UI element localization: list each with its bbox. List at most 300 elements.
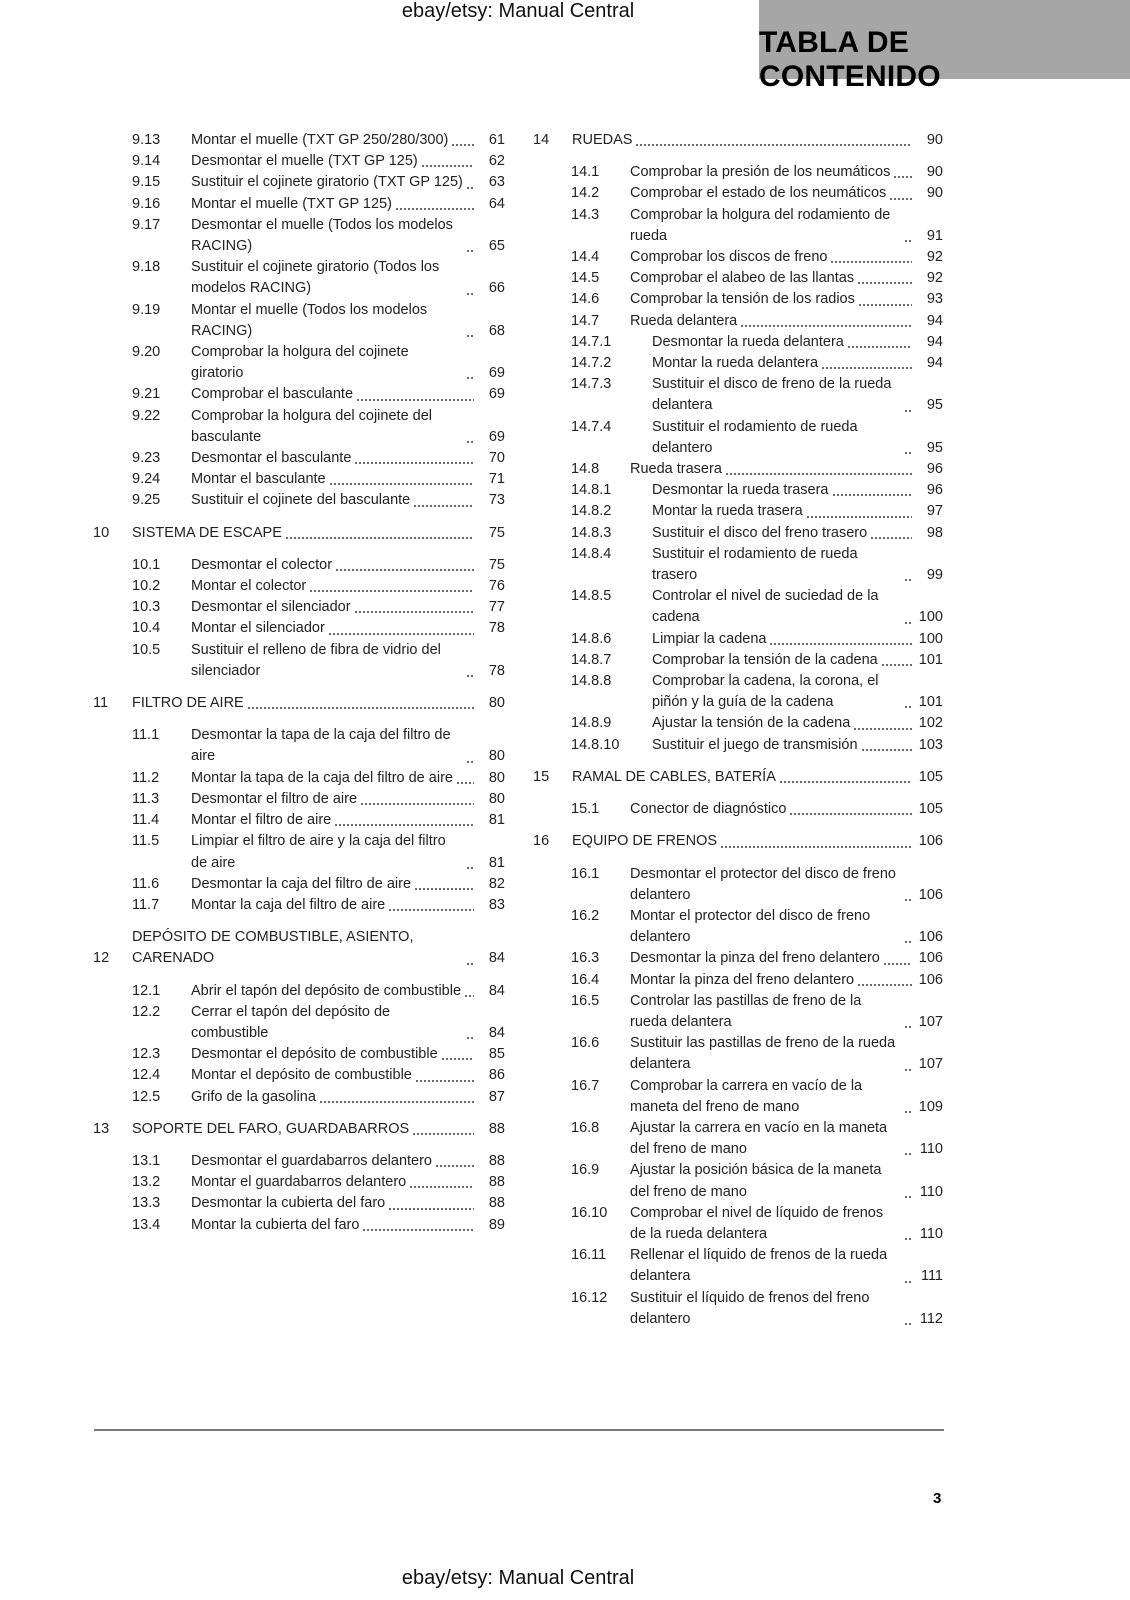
toc-entry-number: 16.11 [571, 1247, 607, 1264]
dot-leader [904, 240, 912, 242]
toc-right-column [533, 130, 943, 1330]
toc-entry-title: Desmontar el colector [191, 556, 333, 573]
dot-leader [904, 1281, 912, 1283]
toc-section-entry[interactable] [533, 991, 943, 1033]
toc-section-entry[interactable] [533, 289, 943, 310]
toc-section-entry[interactable] [93, 448, 505, 469]
toc-entry-page: 88 [488, 1152, 505, 1169]
toc-section-entry[interactable] [93, 895, 505, 916]
toc-section-entry[interactable] [93, 555, 505, 576]
dot-leader [904, 579, 912, 581]
toc-entry-page: 65 [488, 238, 505, 255]
toc-entry-number: 12.1 [132, 982, 161, 999]
dot-leader [451, 144, 474, 146]
toc-entry-page: 95 [926, 397, 943, 414]
toc-entry-page: 106 [918, 929, 943, 946]
toc-entry-number: 14.8.2 [571, 503, 612, 520]
dot-leader [904, 899, 912, 901]
toc-entry-page: 68 [488, 322, 505, 339]
toc-subsection-entry[interactable] [533, 501, 943, 522]
dot-leader [904, 452, 912, 454]
toc-section-entry[interactable] [533, 247, 943, 268]
toc-entry-title: Desmontar el protector del disco de freno delantero [630, 865, 896, 903]
toc-entry-page: 99 [926, 567, 943, 584]
toc-entry-number: 13 [93, 1120, 110, 1137]
dot-leader [830, 261, 912, 263]
toc-entry-page: 107 [918, 1056, 943, 1073]
toc-entry-number: 9.16 [132, 195, 161, 212]
dot-leader [354, 462, 474, 464]
toc-entry-number: 14.7.1 [571, 333, 612, 350]
toc-section-entry[interactable] [93, 406, 505, 448]
toc-subsection-entry[interactable] [533, 417, 943, 459]
toc-entry-number: 12 [93, 950, 110, 967]
toc-section-entry[interactable] [93, 1044, 505, 1065]
toc-entry-title: Montar el silenciador [191, 620, 325, 637]
toc-entry-number: 14.7.2 [571, 355, 612, 372]
dot-leader [858, 304, 912, 306]
dot-leader [779, 781, 912, 783]
toc-entry-number: 12.3 [132, 1046, 161, 1063]
toc-entry-number: 13.2 [132, 1174, 161, 1191]
toc-entry-number: 16.8 [571, 1119, 600, 1136]
toc-entry-title: Rueda trasera [630, 461, 722, 478]
toc-section-entry[interactable] [93, 194, 505, 215]
dot-leader [466, 187, 474, 189]
toc-entry-number: 16.4 [571, 971, 600, 988]
dot-leader [415, 1080, 474, 1082]
toc-section-entry[interactable] [93, 810, 505, 831]
toc-entry-title: RAMAL DE CABLES, BATERÍA [572, 768, 776, 785]
dot-leader [466, 293, 474, 295]
toc-entry-page: 102 [918, 715, 943, 732]
page-number: 3 [933, 1490, 942, 1507]
toc-entry-page: 61 [488, 132, 505, 148]
toc-entry-number: 16.7 [571, 1077, 600, 1094]
toc-entry-title: Grifo de la gasolina [191, 1088, 316, 1105]
toc-section-entry[interactable] [93, 215, 505, 257]
dot-leader [388, 909, 474, 911]
toc-entry-title: Sustituir el disco del freno trasero [652, 524, 868, 541]
dot-leader [395, 208, 474, 210]
toc-entry-title: Comprobar la holgura del cojinete del basculante [191, 407, 433, 445]
dot-leader [413, 505, 474, 507]
toc-section-entry[interactable] [93, 130, 505, 151]
toc-section-entry[interactable] [533, 459, 943, 480]
toc-entry-page: 86 [488, 1067, 505, 1084]
toc-entry-page: 110 [919, 1225, 943, 1242]
toc-entry-title: Comprobar la holgura del cojinete giratorio [191, 344, 409, 382]
dot-leader [769, 643, 912, 645]
toc-entry-page: 98 [926, 524, 943, 541]
toc-entry-number: 16.9 [571, 1162, 600, 1179]
toc-section-entry[interactable] [533, 1076, 943, 1118]
toc-entry-number: 13.4 [132, 1216, 161, 1233]
dot-leader [414, 888, 474, 890]
toc-entry-number: 9.14 [132, 153, 161, 170]
toc-entry-page: 94 [926, 312, 943, 329]
toc-entry-title: Comprobar la carrera en vacío de la maneta del freno de mano [630, 1077, 863, 1115]
dot-leader [335, 569, 474, 571]
toc-entry-page: 95 [926, 439, 943, 456]
toc-entry-number: 9.17 [132, 216, 161, 233]
toc-entry-page: 81 [488, 812, 505, 829]
toc-entry-number: 16.3 [571, 950, 600, 967]
toc-entry-number: 12.5 [132, 1088, 161, 1105]
toc-entry-title: Sustituir el cojinete giratorio (TXT GP 125) [191, 174, 463, 191]
dot-leader [466, 867, 474, 869]
toc-section-entry[interactable] [93, 384, 505, 405]
toc-entry-number: 14.7.4 [571, 418, 612, 435]
toc-entry-page: 70 [488, 450, 505, 467]
watermark-bottom: ebay/etsy: Manual Central [401, 1567, 635, 1589]
toc-entry-page: 75 [488, 524, 505, 541]
dot-leader [904, 1196, 912, 1198]
toc-entry-page: 101 [918, 694, 943, 711]
toc-entry-title: Montar el muelle (Todos los modelos RACING) [191, 301, 428, 339]
toc-chapter-entry[interactable] [93, 693, 505, 714]
toc-entry-page: 75 [488, 556, 505, 573]
dot-leader [904, 941, 912, 943]
toc-entry-page: 101 [918, 651, 943, 668]
toc-entry-title: Comprobar el basculante [191, 386, 354, 403]
toc-section-entry[interactable] [533, 311, 943, 332]
toc-chapter-entry[interactable] [93, 1119, 505, 1140]
dot-leader [853, 728, 912, 730]
toc-section-entry[interactable] [533, 948, 943, 969]
toc-entry-page: 110 [919, 1141, 943, 1158]
toc-entry-page: 66 [488, 280, 505, 297]
toc-subsection-entry[interactable] [533, 671, 943, 713]
toc-section-entry[interactable] [93, 981, 505, 1002]
toc-subsection-entry[interactable] [533, 374, 943, 416]
toc-entry-title: Ajustar la posición básica de la maneta del freno de mano [630, 1162, 882, 1200]
toc-section-entry[interactable] [533, 906, 943, 948]
toc-subsection-entry[interactable] [533, 523, 943, 544]
toc-entry-number: 13.3 [132, 1195, 161, 1212]
toc-entry-page: 106 [918, 833, 943, 850]
dot-leader [388, 1208, 474, 1210]
toc-entry-number: 16.2 [571, 907, 600, 924]
toc-entry-title: FILTRO DE AIRE [132, 695, 244, 712]
dot-leader [466, 1037, 474, 1039]
toc-entry-number: 10.4 [132, 620, 161, 637]
toc-subsection-entry[interactable] [533, 353, 943, 374]
toc-entry-number: 10.1 [132, 556, 161, 573]
toc-section-entry[interactable] [533, 162, 943, 183]
toc-entry-page: 92 [926, 270, 943, 287]
toc-entry-page: 97 [926, 503, 943, 520]
toc-entry-title: Montar la pinza del freno delantero [630, 971, 855, 988]
toc-entry-page: 78 [488, 662, 505, 679]
toc-entry-number: 10.3 [132, 599, 161, 616]
toc-entry-number: 14 [533, 132, 550, 148]
toc-section-entry[interactable] [93, 151, 505, 172]
dot-leader [904, 1069, 912, 1071]
toc-section-entry[interactable] [93, 597, 505, 618]
toc-entry-title: Comprobar los discos de freno [630, 249, 828, 266]
toc-entry-page: 105 [918, 768, 943, 785]
toc-entry-title: Sustituir el rodamiento de rueda delantero [652, 418, 858, 456]
toc-entry-page: 77 [488, 599, 505, 616]
toc-entry-page: 82 [488, 875, 505, 892]
dot-leader [435, 1165, 474, 1167]
toc-entry-title: Sustituir el rodamiento de rueda trasero [652, 545, 858, 584]
toc-section-entry[interactable] [533, 1288, 943, 1330]
page-title: TABLA DE CONTENIDO [759, 26, 941, 93]
toc-section-entry[interactable] [93, 469, 505, 490]
toc-entry-title: Comprobar el nivel de líquido de frenos de la rueda delantera [630, 1204, 884, 1242]
toc-entry-number: 14.8.7 [571, 651, 612, 668]
toc-entry-title: Desmontar la tapa de la caja del filtro de aire [191, 727, 451, 765]
toc-entry-number: 16.1 [571, 865, 600, 882]
toc-subsection-entry[interactable] [533, 586, 943, 628]
toc-entry-number: 15 [533, 768, 550, 785]
toc-subsection-entry[interactable] [533, 735, 943, 756]
dot-leader [904, 1238, 912, 1240]
toc-section-entry[interactable] [533, 864, 943, 906]
toc-entry-page: 73 [488, 492, 505, 509]
dot-leader [309, 590, 474, 592]
toc-section-entry[interactable] [533, 205, 943, 247]
toc-entry-page: 103 [918, 736, 943, 753]
toc-chapter-entry[interactable] [93, 523, 505, 544]
dot-leader [893, 176, 912, 178]
dot-leader [360, 803, 474, 805]
dot-leader [421, 165, 474, 167]
toc-entry-number: 14.8.3 [571, 524, 612, 541]
toc-entry-title: Abrir el tapón del depósito de combustible [191, 982, 462, 999]
toc-section-entry[interactable] [533, 970, 943, 991]
toc-section-entry[interactable] [93, 768, 505, 789]
toc-section-entry[interactable] [93, 1002, 505, 1044]
toc-entry-number: 14.8 [571, 461, 600, 478]
dot-leader [870, 537, 912, 539]
toc-entry-number: 12.4 [132, 1067, 161, 1084]
dot-leader [789, 813, 912, 815]
toc-entry-title: Desmontar el muelle (TXT GP 125) [191, 153, 418, 170]
toc-entry-title: Sustituir el cojinete giratorio (Todos los modelos RACING) [191, 259, 440, 297]
toc-entry-number: 16.6 [571, 1035, 600, 1052]
toc-entry-title: Desmontar el filtro de aire [191, 790, 358, 807]
toc-entry-page: 69 [488, 428, 505, 445]
dot-leader [847, 346, 912, 348]
dot-leader [285, 537, 474, 539]
toc-entry-title: Comprobar la presión de los neumáticos [630, 164, 891, 181]
toc-entry-title: Montar la rueda delantera [652, 355, 819, 372]
toc-entry-title: Desmontar el basculante [191, 450, 352, 467]
dot-leader [412, 1133, 474, 1135]
dot-leader [889, 198, 912, 200]
dot-leader [904, 706, 912, 708]
dot-leader [857, 984, 912, 986]
toc-entry-title: Limpiar el filtro de aire y la caja del filtro de aire [191, 833, 446, 871]
toc-section-entry[interactable] [93, 640, 505, 682]
toc-entry-page: 84 [488, 1024, 505, 1041]
dot-leader [466, 335, 474, 337]
toc-section-entry[interactable] [93, 257, 505, 299]
toc-entry-page: 94 [926, 355, 943, 372]
toc-section-entry[interactable] [93, 490, 505, 511]
toc-entry-title: Montar el guardabarros delantero [191, 1174, 407, 1191]
toc-entry-title: Cerrar el tapón del depósito de combustible [191, 1003, 391, 1041]
toc-entry-title: Montar el protector del disco de freno delantero [630, 907, 871, 946]
toc-entry-title: Montar la rueda trasera [652, 503, 803, 520]
toc-entry-number: 9.19 [132, 301, 161, 318]
toc-section-entry[interactable] [93, 576, 505, 597]
toc-entry-number: 9.13 [132, 132, 161, 148]
toc-section-entry[interactable] [533, 1118, 943, 1160]
toc-entry-number: 14.8.8 [571, 673, 612, 690]
dot-leader [466, 675, 474, 677]
toc-entry-title: Limpiar la cadena [652, 630, 767, 647]
toc-entry-title: Comprobar la holgura del rodamiento de rueda [630, 206, 891, 244]
toc-entry-title: Sustituir las pastillas de freno de la rueda delantera [630, 1035, 896, 1073]
toc-section-entry[interactable] [93, 300, 505, 342]
toc-entry-page: 106 [918, 971, 943, 988]
toc-section-entry[interactable] [533, 1245, 943, 1287]
toc-entry-title: Montar el basculante [191, 471, 326, 488]
toc-entry-page: 109 [918, 1098, 943, 1115]
toc-section-entry[interactable] [93, 618, 505, 639]
dot-leader [821, 367, 912, 369]
toc-entry-title: Desmontar el silenciador [191, 599, 351, 616]
toc-section-entry[interactable] [533, 183, 943, 204]
toc-entry-title: Comprobar la tensión de los radios [630, 291, 855, 308]
toc-subsection-entry[interactable] [533, 544, 943, 586]
toc-entry-title: Controlar el nivel de suciedad de la cadena [652, 588, 879, 626]
toc-section-entry[interactable] [93, 342, 505, 384]
toc-entry-title: Montar el muelle (TXT GP 250/280/300) [191, 132, 449, 148]
toc-entry-title: Montar el depósito de combustible [191, 1067, 412, 1084]
toc-entry-title: Sustituir el disco de freno de la rueda delantera [652, 376, 892, 414]
toc-entry-title: Montar la cubierta del faro [191, 1216, 360, 1233]
toc-entry-number: 11.4 [132, 812, 160, 829]
dot-leader [466, 441, 474, 443]
toc-entry-title: Desmontar el muelle (Todos los modelos RACING) [191, 216, 453, 255]
toc-entry-page: 90 [926, 164, 943, 181]
dot-leader [725, 473, 912, 475]
dot-leader [456, 782, 474, 784]
toc-entry-page: 112 [919, 1310, 943, 1327]
toc-entry-number: 14.1 [571, 164, 600, 181]
dot-leader [464, 995, 474, 997]
toc-entry-title: Ajustar la tensión de la cadena [652, 715, 851, 732]
toc-entry-number: 14.2 [571, 185, 600, 202]
dot-leader [466, 963, 474, 965]
toc-section-entry[interactable] [533, 1160, 943, 1202]
toc-entry-number: 9.23 [132, 450, 161, 467]
toc-entry-title: DEPÓSITO DE COMBUSTIBLE, ASIENTO, CARENADO [132, 929, 414, 967]
toc-entry-title: Comprobar el estado de los neumáticos [630, 185, 887, 202]
toc-subsection-entry[interactable] [533, 650, 943, 671]
toc-entry-number: 11.7 [132, 896, 160, 913]
toc-section-entry[interactable] [93, 172, 505, 193]
toc-subsection-entry[interactable] [533, 332, 943, 353]
toc-entry-number: 14.4 [571, 249, 600, 266]
toc-section-entry[interactable] [93, 831, 505, 873]
toc-entry-number: 14.8.1 [571, 482, 612, 499]
toc-entry-page: 110 [919, 1183, 943, 1200]
dot-leader [832, 494, 913, 496]
toc-entry-page: 105 [918, 801, 943, 818]
toc-entry-page: 78 [488, 620, 505, 637]
toc-section-entry[interactable] [93, 1215, 505, 1236]
toc-section-entry[interactable] [533, 799, 943, 820]
dot-leader [329, 483, 474, 485]
toc-left-column [93, 130, 505, 1236]
toc-entry-number: 10.2 [132, 578, 161, 595]
title-banner [759, 0, 1130, 93]
toc-entry-number: 10.5 [132, 641, 161, 658]
toc-section-entry[interactable] [93, 789, 505, 810]
toc-chapter-entry[interactable] [533, 831, 943, 852]
toc-section-entry[interactable] [533, 1033, 943, 1075]
toc-entry-page: 80 [488, 769, 505, 786]
toc-entry-title: Rueda delantera [630, 312, 738, 329]
toc-entry-number: 9.18 [132, 259, 161, 276]
toc-entry-number: 16.10 [571, 1204, 608, 1221]
toc-entry-title: Montar el filtro de aire [191, 812, 332, 829]
toc-entry-number: 9.24 [132, 471, 161, 488]
dot-leader [409, 1186, 474, 1188]
toc-chapter-entry[interactable] [533, 130, 943, 151]
toc-entry-title: Ajustar la carrera en vacío en la maneta del freno de mano [630, 1119, 888, 1158]
toc-entry-number: 13.1 [132, 1152, 161, 1169]
toc-entry-title: Rellenar el líquido de frenos de la rueda delantera [630, 1247, 888, 1285]
toc-entry-number: 16.5 [571, 992, 600, 1009]
dot-leader [904, 1153, 912, 1155]
toc-entry-page: 80 [488, 695, 505, 712]
toc-subsection-entry[interactable] [533, 480, 943, 501]
toc-section-entry[interactable] [93, 1087, 505, 1108]
toc-entry-page: 92 [926, 249, 943, 266]
toc-entry-title: SOPORTE DEL FARO, GUARDABARROS [132, 1120, 410, 1137]
toc-entry-page: 100 [918, 609, 943, 626]
toc-entry-page: 88 [488, 1174, 505, 1191]
toc-entry-page: 84 [488, 982, 505, 999]
toc-chapter-entry[interactable] [93, 927, 505, 969]
toc-section-entry[interactable] [533, 1203, 943, 1245]
toc-subsection-entry[interactable] [533, 713, 943, 734]
toc-section-entry[interactable] [93, 874, 505, 895]
toc-entry-page: 91 [926, 227, 943, 244]
toc-entry-page: 88 [488, 1195, 505, 1212]
toc-chapter-entry[interactable] [533, 767, 943, 788]
dot-leader [635, 144, 912, 146]
toc-entry-page: 88 [488, 1120, 505, 1137]
toc-entry-number: 11.6 [132, 875, 160, 892]
toc-section-entry[interactable] [93, 1151, 505, 1172]
toc-entry-page: 89 [488, 1216, 505, 1233]
footer-divider [94, 1429, 944, 1431]
toc-entry-page: 80 [488, 790, 505, 807]
toc-section-entry[interactable] [533, 268, 943, 289]
dot-leader [354, 611, 474, 613]
toc-section-entry[interactable] [93, 1193, 505, 1214]
dot-leader [362, 1229, 474, 1231]
toc-entry-number: 11.3 [132, 790, 160, 807]
toc-entry-title: Desmontar la pinza del freno delantero [630, 950, 880, 967]
toc-section-entry[interactable] [93, 1065, 505, 1086]
toc-section-entry[interactable] [93, 1172, 505, 1193]
toc-entry-number: 11 [93, 695, 109, 712]
toc-entry-title: Montar la tapa de la caja del filtro de aire [191, 769, 453, 786]
toc-subsection-entry[interactable] [533, 629, 943, 650]
toc-entry-number: 9.22 [132, 407, 161, 424]
toc-section-entry[interactable] [93, 725, 505, 767]
toc-entry-number: 15.1 [571, 801, 600, 818]
